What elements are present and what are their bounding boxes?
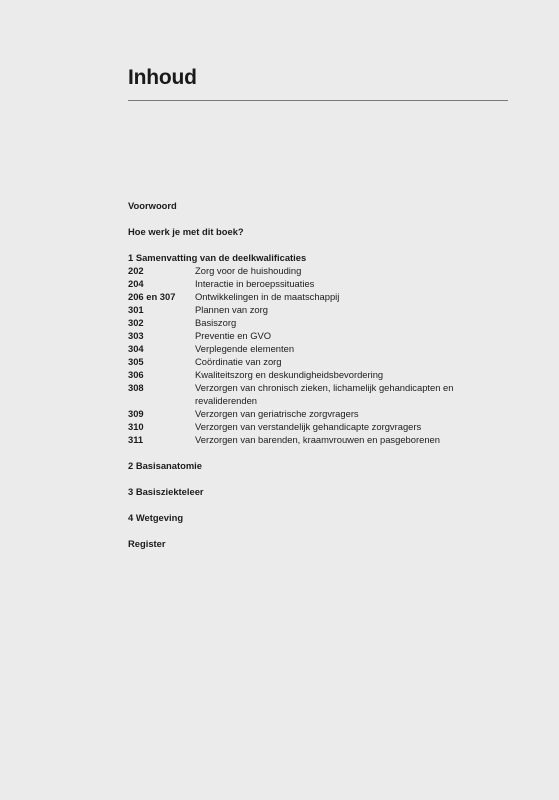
toc-item [128, 290, 508, 303]
toc-item [128, 355, 508, 368]
toc-item-text: Zorg voor de huishouding [195, 265, 302, 276]
toc-item [128, 329, 508, 342]
toc-item [128, 381, 508, 407]
toc-item-text: Coördinatie van zorg [195, 356, 282, 367]
toc-item-code: 309 [128, 408, 144, 419]
toc-item-text: Verzorgen van geriatrische zorgvragers [195, 408, 359, 419]
toc-item-text: Interactie in beroepssituaties [195, 278, 315, 289]
toc-chapter-3-title: 3 Basisziekteleer [128, 486, 204, 497]
toc-item [128, 316, 508, 329]
toc-chapter-4-title: 4 Wetgeving [128, 512, 184, 523]
table-of-contents [128, 199, 508, 550]
toc-item-code: 302 [128, 317, 144, 328]
toc-item [128, 264, 508, 277]
toc-item [128, 277, 508, 290]
toc-item-text: Verplegende elementen [195, 343, 295, 354]
toc-item-text: Verzorgen van verstandelijk gehandicapte zorgvragers [195, 421, 422, 432]
toc-item [128, 342, 508, 355]
toc-item-text: Basiszorg [195, 317, 237, 328]
toc-item-text: Plannen van zorg [195, 304, 268, 315]
toc-item-code: 304 [128, 343, 144, 354]
toc-item [128, 433, 508, 446]
toc-item [128, 368, 508, 381]
toc-item-code: 204 [128, 278, 144, 289]
toc-item-text: Preventie en GVO [195, 330, 272, 341]
toc-item-code: 308 [128, 382, 144, 393]
toc-item-code: 202 [128, 265, 144, 276]
toc-chapter-1-title: 1 Samenvatting van de deelkwalificaties [128, 252, 307, 263]
toc-item-code: 303 [128, 330, 144, 341]
toc-chapter-2-title: 2 Basisanatomie [128, 460, 202, 471]
toc-item-text: Ontwikkelingen in de maatschappij [195, 291, 340, 302]
page-title: Inhoud [128, 66, 197, 89]
toc-item-code: 301 [128, 304, 144, 315]
toc-item [128, 420, 508, 433]
toc-entry-preface: Voorwoord [128, 200, 177, 211]
toc-item [128, 303, 508, 316]
toc-item-text: Verzorgen van barenden, kraamvrouwen en pasgeborenen [195, 434, 440, 445]
toc-entry-register: Register [128, 538, 166, 549]
title-divider [128, 100, 508, 101]
toc-item-text: Verzorgen van chronisch zieken, lichamelijk gehandicapten en revaliderenden [195, 382, 454, 406]
toc-item-code: 305 [128, 356, 144, 367]
toc-item [128, 407, 508, 420]
toc-item-code: 311 [128, 434, 144, 445]
toc-item-code: 206 en 307 [128, 291, 176, 302]
toc-item-code: 306 [128, 369, 144, 380]
toc-item-text: Kwaliteitszorg en deskundigheidsbevordering [195, 369, 384, 380]
toc-entry-how-to: Hoe werk je met dit boek? [128, 226, 244, 237]
toc-item-code: 310 [128, 421, 144, 432]
